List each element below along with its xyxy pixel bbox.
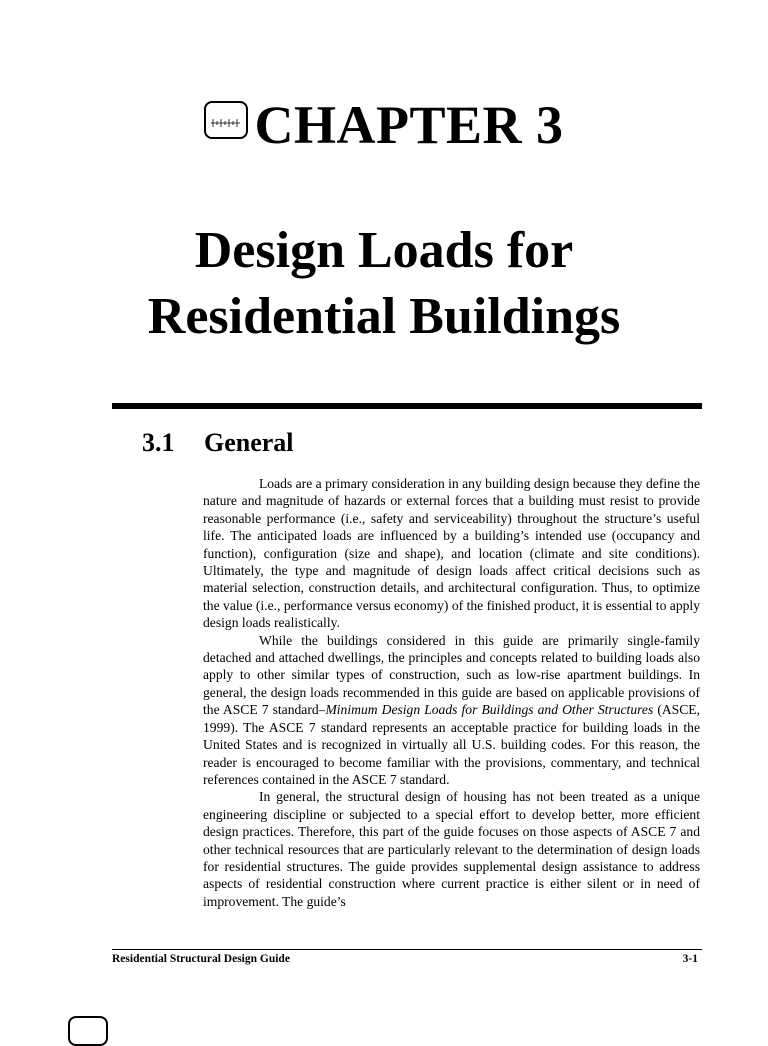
ruler-ticks: [206, 103, 245, 136]
section-heading: [142, 428, 294, 458]
paragraph-2-end: (ASCE, 1999). The ASCE 7 standard represents an acceptable practice for building loads in the United States and is recognized in virtually all U.S. building codes. For this reason, the reader is encouraged to become familiar with the provisions, commentary, and technical references contained in the ASCE 7 standard.: [203, 702, 700, 787]
title-divider: [112, 403, 702, 409]
paragraph-2-start: While the buildings considered in this guide are primarily single-family detached and attached dwellings, the principles and concepts related to building loads also apply to other similar types of construction, such as low-rise apartment buildings. In general, the design loads recommended in this guide are based on applicable provisions of the ASCE 7 standard–: [203, 632, 700, 718]
chapter-header: [0, 90, 768, 160]
section-title: General: [204, 428, 294, 457]
body-text: [203, 475, 700, 945]
ruler-box-icon: [204, 101, 248, 139]
paragraph-1: Loads are a primary consideration in any building design because they define the nature and magnitude of hazards or external forces that a building must resist to provide reasonable performance (i.e., safety and serviceability) throughout the structure’s useful life. The anticipated loads are influenced by a building’s intended use (occupancy and function), configuration (size and shape), and location (climate and site conditions). Ultimately, the type and magnitude of design loads affect critical decisions such as material selection, construction details, and architectural configuration. Thus, to optimize the value (i.e., performance versus economy) of the finished product, it is essential to apply design loads realistically.: [203, 476, 700, 631]
paragraph-2: [203, 632, 700, 789]
footer-guide-title: Residential Structural Design Guide: [112, 953, 290, 965]
title-line-2: Residential Buildings: [147, 288, 621, 345]
footer-divider: [112, 949, 702, 950]
ruler-box-icon: [68, 1016, 108, 1046]
chapter-heading: CHAPTER 3: [254, 95, 564, 155]
paragraph-3: In general, the structural design of housing has not been treated as a unique engineering discipline or subjected to a special effort to develop better, more efficient design practices. Therefore, this part of the guide focuses on those aspects of ASCE 7 and other technical resources that are particularly relevant to the determination of design loads for residential structures. The guide provides supplemental design assistance to address aspects of residential construction where current practice is either silent or in need of improvement. The guide’s: [203, 789, 700, 909]
page-title: [0, 218, 768, 350]
page-number: 3-1: [682, 953, 698, 965]
standard-title: Minimum Design Loads for Buildings and Other Structures: [325, 702, 654, 718]
section-number: 3.1: [142, 428, 175, 457]
title-line-1: Design Loads for: [194, 222, 574, 279]
